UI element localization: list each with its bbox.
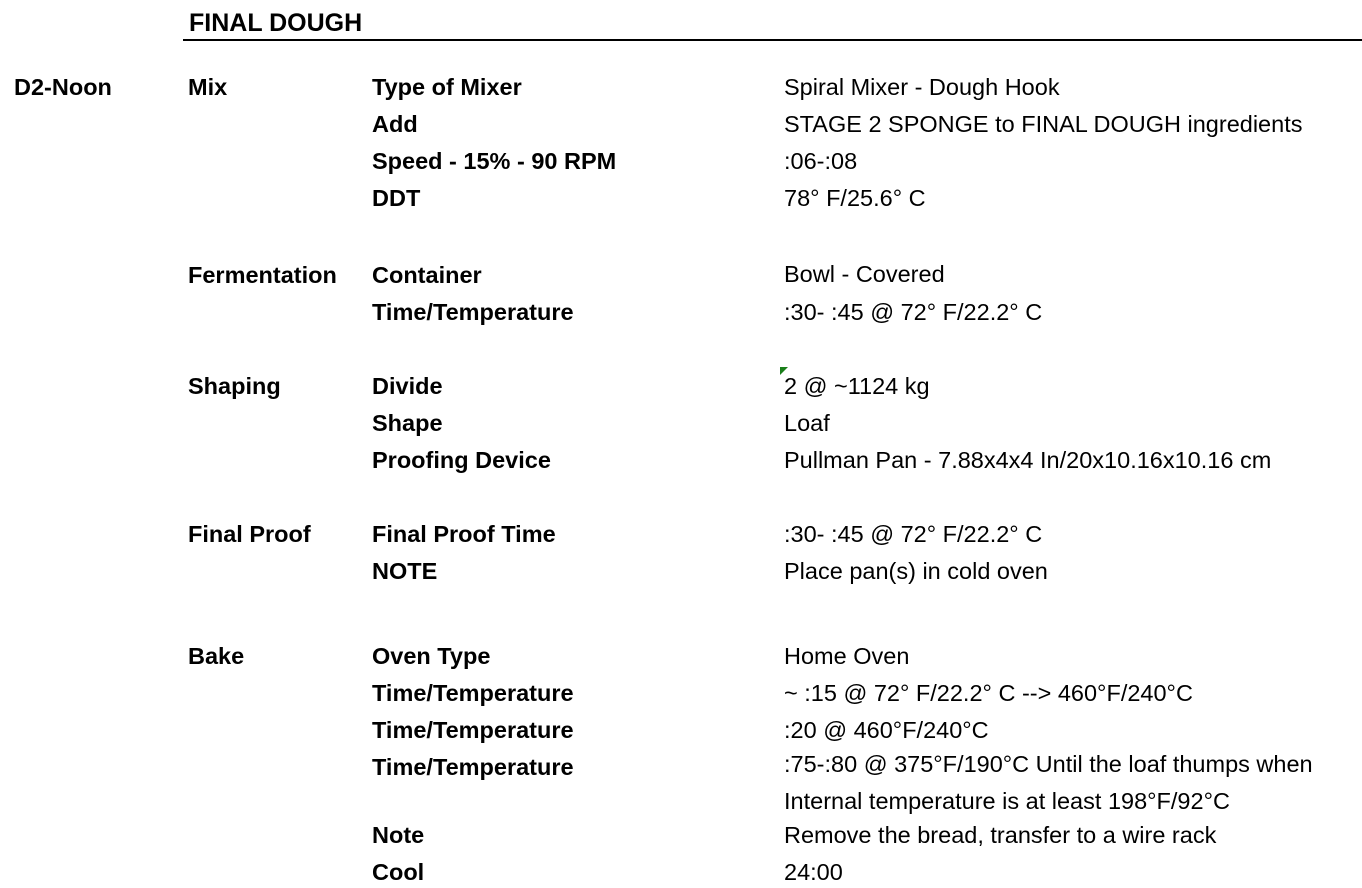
param-label: DDT <box>372 185 421 211</box>
param-label: Add <box>372 111 418 137</box>
page-title: FINAL DOUGH <box>189 9 363 37</box>
param-label: Cool <box>372 859 425 885</box>
param-value: Remove the bread, transfer to a wire rack <box>784 822 1217 848</box>
param-value: Spiral Mixer - Dough Hook <box>784 74 1060 100</box>
stage-final-proof: Final Proof <box>188 521 311 547</box>
param-label: Time/Temperature <box>372 299 574 325</box>
param-label: Oven Type <box>372 643 491 669</box>
param-value: :75-:80 @ 375°F/190°C Until the loaf thumps when <box>784 751 1313 777</box>
param-value: 24:00 <box>784 859 843 885</box>
param-value: 2 @ ~1124 kg <box>784 373 930 399</box>
title-underline <box>183 39 1362 41</box>
param-value: ~ :15 @ 72° F/22.2° C --> 460°F/240°C <box>784 680 1193 706</box>
param-value: :20 @ 460°F/240°C <box>784 717 989 743</box>
param-value: Pullman Pan - 7.88x4x4 In/20x10.16x10.16 cm <box>784 447 1272 473</box>
param-value: 78° F/25.6° C <box>784 185 926 211</box>
param-value: Home Oven <box>784 643 910 669</box>
param-label: Shape <box>372 410 443 436</box>
param-label: Divide <box>372 373 443 399</box>
param-value: :30- :45 @ 72° F/22.2° C <box>784 299 1043 325</box>
param-value: Bowl - Covered <box>784 261 945 287</box>
param-label: Proofing Device <box>372 447 551 473</box>
param-label: Speed - 15% - 90 RPM <box>372 148 617 174</box>
param-value: :30- :45 @ 72° F/22.2° C <box>784 521 1043 547</box>
stage-fermentation: Fermentation <box>188 262 337 288</box>
param-label: Time/Temperature <box>372 754 574 780</box>
param-label: Time/Temperature <box>372 717 574 743</box>
stage-mix: Mix <box>188 74 228 100</box>
param-value: Loaf <box>784 410 830 436</box>
stage-shaping: Shaping <box>188 373 281 399</box>
param-label: NOTE <box>372 558 438 584</box>
param-value: STAGE 2 SPONGE to FINAL DOUGH ingredients <box>784 111 1303 137</box>
day-label: D2-Noon <box>14 74 112 100</box>
param-label: Note <box>372 822 425 848</box>
param-label: Type of Mixer <box>372 74 522 100</box>
param-value: :06-:08 <box>784 148 858 174</box>
param-value: Place pan(s) in cold oven <box>784 558 1048 584</box>
param-label: Container <box>372 262 482 288</box>
param-value: Internal temperature is at least 198°F/92°C <box>784 788 1230 814</box>
param-label: Time/Temperature <box>372 680 574 706</box>
stage-bake: Bake <box>188 643 245 669</box>
param-label: Final Proof Time <box>372 521 556 547</box>
